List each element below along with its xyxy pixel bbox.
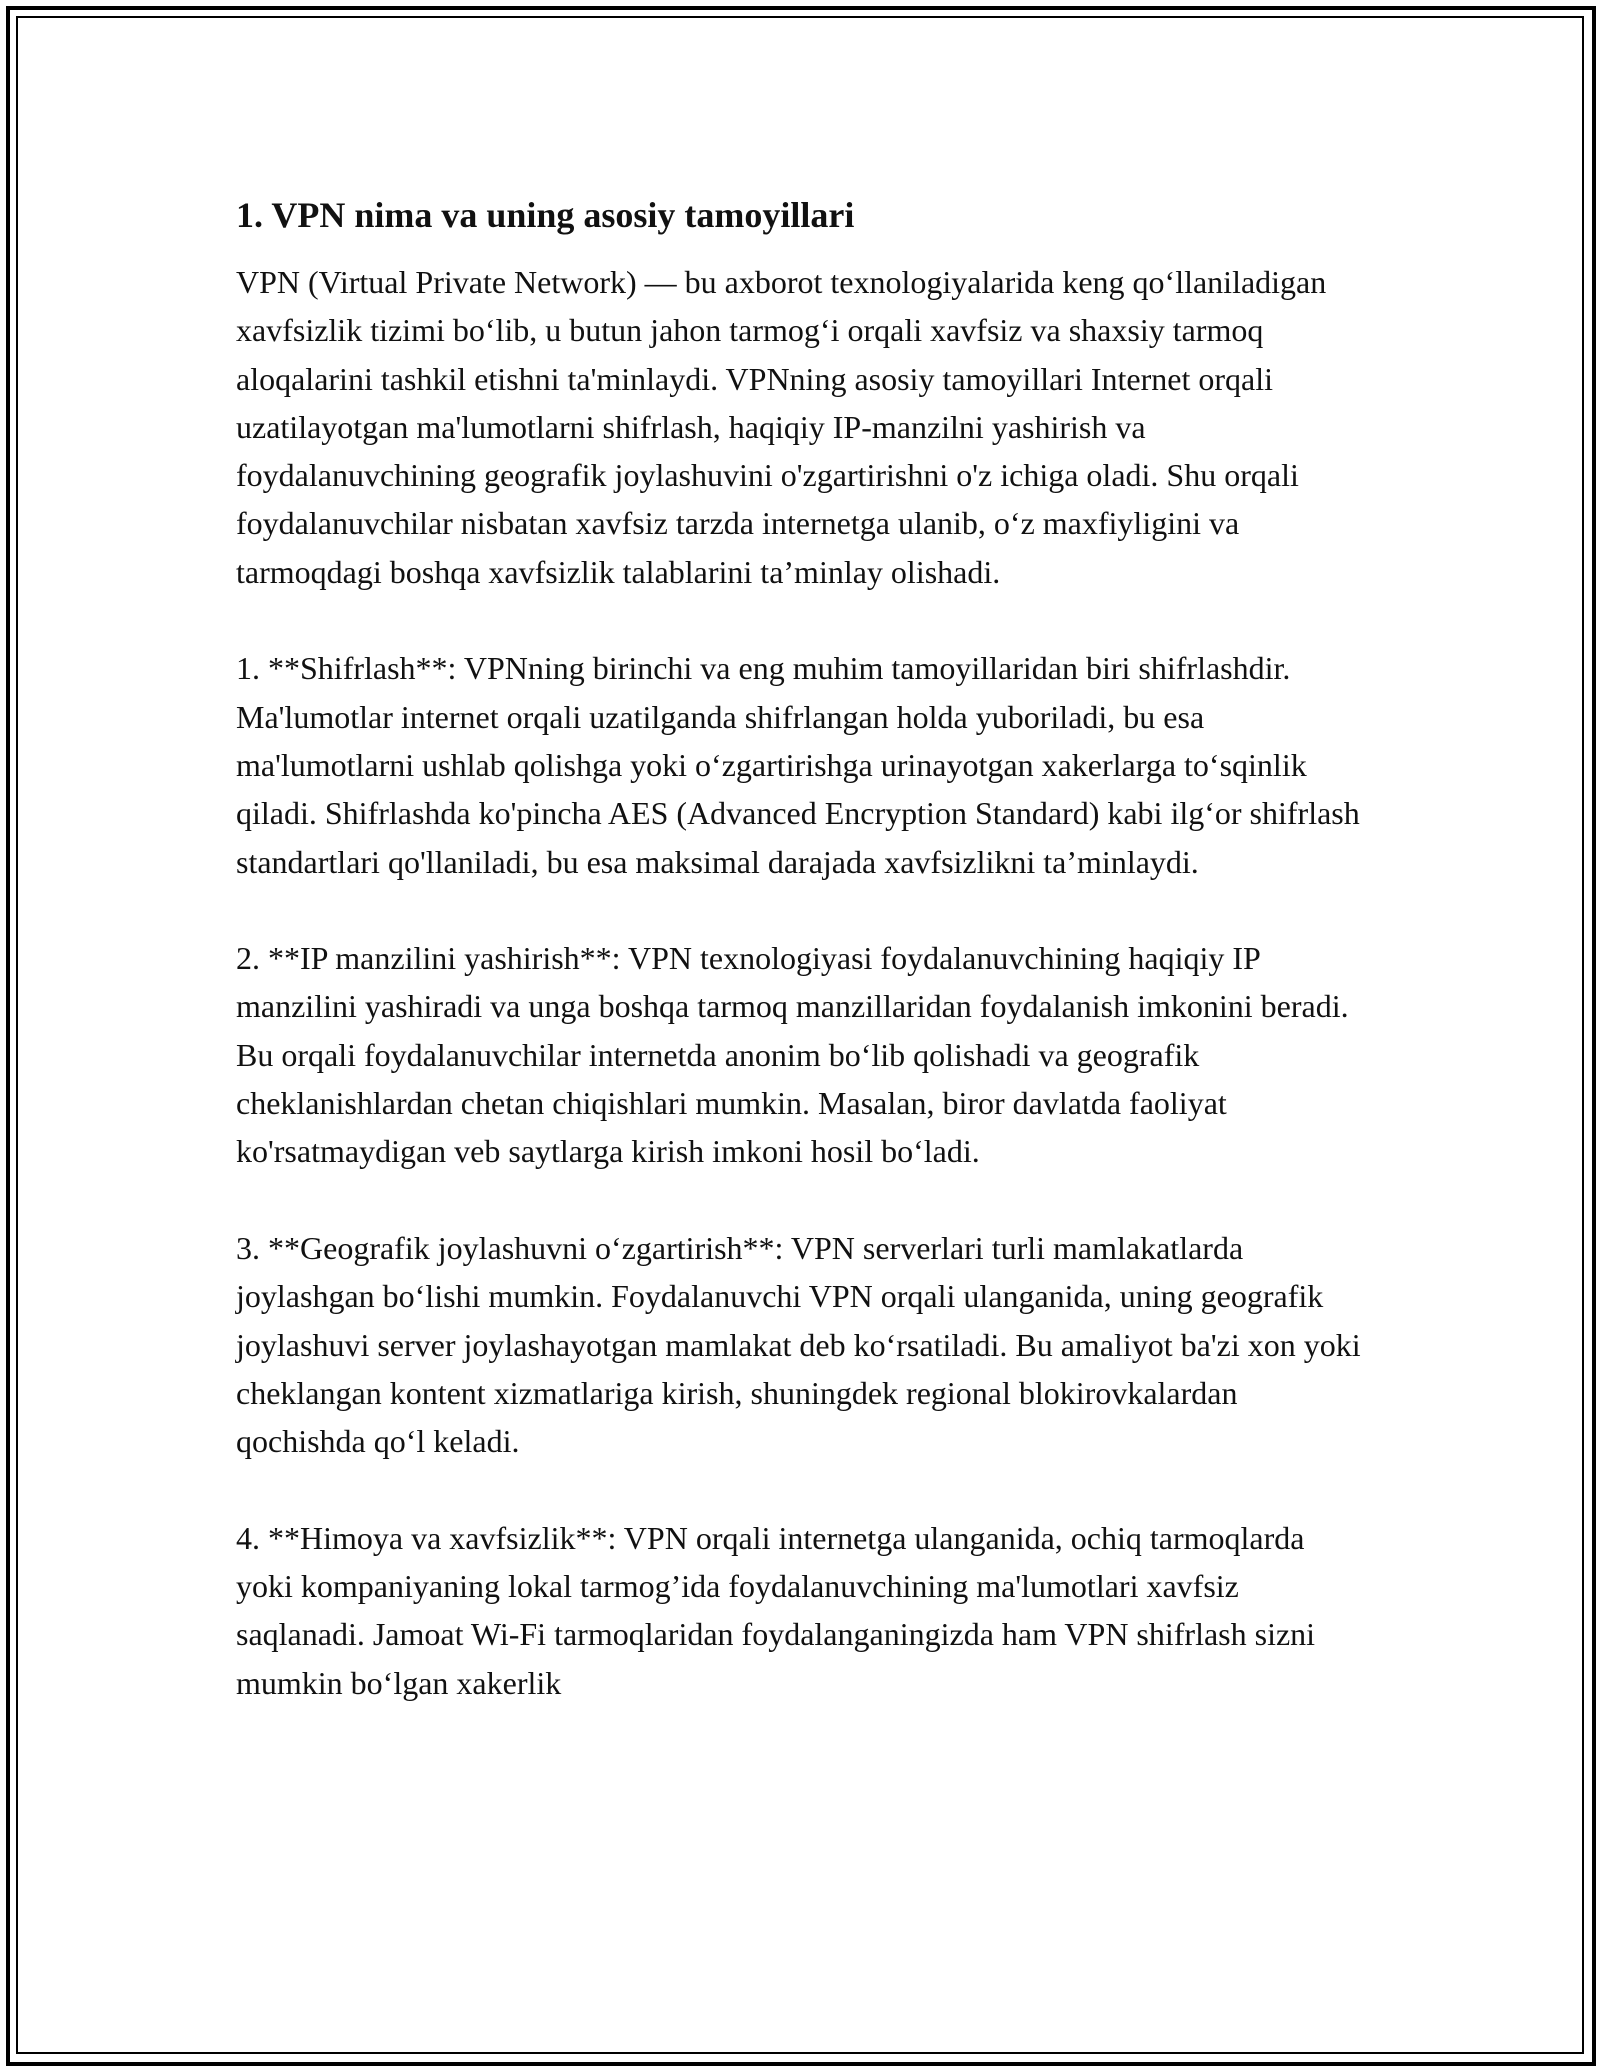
paragraph-encryption: 1. **Shifrlash**: VPNning birinchi va eng muhim tamoyillaridan biri shifrlashdir. Ma'lumotlar internet orqali uzatilganda shifrlangan holda yuboriladi, bu esa ma'lumotlarni ushlab qolishga yoki o‘zgartirishga urinayotgan xakerlarga to‘sqinlik qiladi. Shifrlashda ko'pincha AES (Advanced Encryption Standard) kabi ilg‘or shifrlash standartlari qo'llaniladi, bu esa maksimal darajada xavfsizlikni ta’minlaydi.: [236, 650, 1360, 880]
document-body: [236, 188, 1366, 1755]
paragraph-geolocation: 3. **Geografik joylashuvni o‘zgartirish**: VPN serverlari turli mamlakatlarda joylashgan bo‘lishi mumkin. Foydalanuvchi VPN orqali ulanganida, uning geografik joylashuvi server joylashayotgan mamlakat deb ko‘rsatiladi. Bu amaliyot ba'zi xon yoki cheklangan kontent xizmatlariga kirish, shuningdek regional blokirovkalardan qochishda qo‘l keladi.: [236, 1229, 1361, 1460]
section-heading: 1. VPN nima va uning asosiy tamoyillari: [236, 195, 855, 235]
paragraph-ip-hiding: 2. **IP manzilini yashirish**: VPN texnologiyasi foydalanuvchining haqiqiy IP manzilini yashiradi va unga boshqa tarmoq manzillaridan foydalanish imkonini beradi. Bu orqali foydalanuvchilar internetda anonim bo‘lib qolishadi va geografik cheklanishlardan chetan chiqishlari mumkin. Masalan, biror davlatda faoliyat ko'rsatmaydigan veb saytlarga kirish imkoni hosil bo‘ladi.: [236, 940, 1349, 1170]
paragraph-protection: 4. **Himoya va xavfsizlik**: VPN orqali internetga ulanganida, ochiq tarmoqlarda yoki kompaniyaning lokal tarmog’ida foydalanuvchining ma'lumotlari xavfsiz saqlanadi. Jamoat Wi-Fi tarmoqlaridan foydalanganingizda ham VPN shifrlash sizni mumkin bo‘lgan xakerlik: [236, 1519, 1316, 1701]
intro-paragraph: VPN (Virtual Private Network) — bu axborot texnologiyalarida keng qo‘llaniladigan xavfsizlik tizimi bo‘lib, u butun jahon tarmog‘i orqali xavfsiz va shaxsiy tarmoq aloqalarini tashkil etishni ta'minlaydi. VPNning asosiy tamoyillari Internet orqali uzatilayotgan ma'lumotlarni shifrlash, haqiqiy IP-manzilni yashirish va foydalanuvchining geografik joylashuvini o'zgartirishni o'z ichiga oladi. Shu orqali foydalanuvchilar nisbatan xavfsiz tarzda internetga ulanib, o‘z maxfiyligini va tarmoqdagi boshqa xavfsizlik talablarini ta’minlay olishadi.: [236, 264, 1327, 590]
